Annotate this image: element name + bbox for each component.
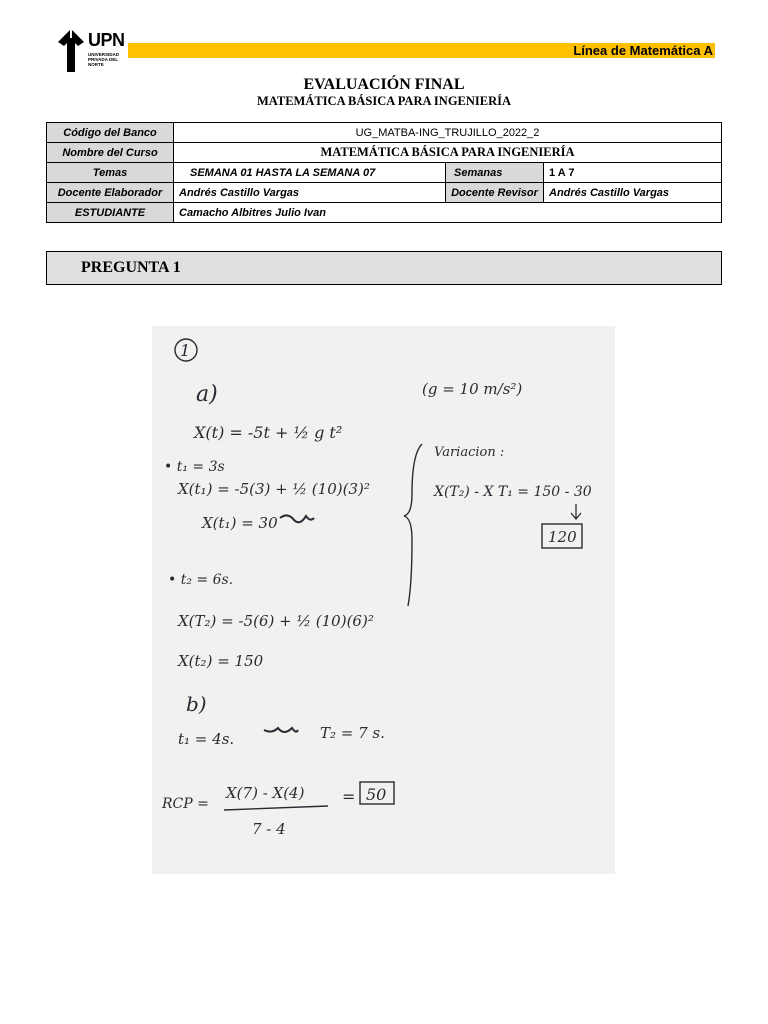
document-title: EVALUACIÓN FINAL [303, 76, 465, 93]
semanas-value: 1 A 7 [544, 163, 722, 183]
hw-x-t2-eq: X(T₂) = -5(6) + ½ (10)(6)² [178, 612, 374, 630]
hw-x-t2-val: X(t₂) = 150 [178, 652, 264, 670]
hw-number: 1 [180, 341, 191, 360]
estudiante-value: Camacho Albitres Julio Ivan [174, 203, 722, 223]
curso-value: MATEMÁTICA BÁSICA PARA INGENIERÍA [174, 143, 722, 163]
logo-subtitle: UNIVERSIDAD PRIVADA DEL NORTE [88, 52, 120, 67]
temas-label: Temas [47, 163, 174, 183]
scribble-mark [264, 728, 298, 732]
hw-variation-eq: X(T₂) - X T₁ = 150 - 30 [434, 484, 592, 500]
hw-variation-label: Variacion : [434, 445, 505, 460]
line-label: Línea de Matemática A [573, 43, 713, 58]
docente-label: Docente Elaborador [47, 183, 174, 203]
hw-part-a: a) [196, 382, 218, 407]
codigo-label: Código del Banco [47, 123, 174, 143]
document-subtitle: MATEMÁTICA BÁSICA PARA INGENIERÍA [256, 94, 512, 108]
hw-t1: • t₁ = 3s [164, 459, 225, 475]
brace-mark [404, 444, 422, 606]
docente-value: Andrés Castillo Vargas [174, 183, 446, 203]
fraction-line [224, 806, 328, 810]
hw-eq-main: X(t) = -5t + ½ g t² [194, 423, 343, 442]
hw-rcp-label: RCP = [162, 796, 209, 812]
arrow-down-icon [571, 504, 581, 519]
hw-x-t1-val: X(t₁) = 30 [202, 514, 278, 532]
scribble-mark [280, 515, 314, 522]
table-row [47, 143, 722, 163]
semanas-label: Semanas [446, 163, 544, 183]
exam-info-table [46, 122, 722, 223]
hw-part-b: b) [186, 692, 207, 716]
hw-gravity: (g = 10 m/s²) [422, 380, 523, 398]
estudiante-label: ESTUDIANTE [47, 203, 174, 223]
handwritten-solution-photo [152, 326, 615, 874]
codigo-value: UG_MATBA-ING_TRUJILLO_2022_2 [174, 123, 722, 143]
table-row [47, 163, 722, 183]
revisor-value: Andrés Castillo Vargas [544, 183, 722, 203]
curso-label: Nombre del Curso [47, 143, 174, 163]
hw-rcp-result: 50 [366, 785, 387, 804]
revisor-label: Docente Revisor [446, 183, 544, 203]
question-header [46, 251, 722, 285]
temas-value: SEMANA 01 HASTA LA SEMANA 07 [174, 163, 446, 183]
question-label: PREGUNTA 1 [81, 259, 181, 276]
hw-t2: • t₂ = 6s. [168, 572, 234, 588]
header-bar [128, 43, 715, 58]
hw-rcp-equals: = [342, 787, 356, 806]
hw-variation-result: 120 [548, 528, 577, 546]
upn-torch-icon [56, 28, 86, 74]
hw-b-t2: T₂ = 7 s. [320, 724, 385, 742]
hw-rcp-num: X(7) - X(4) [226, 784, 305, 802]
table-row [47, 203, 722, 223]
table-row [47, 183, 722, 203]
hw-rcp-den: 7 - 4 [252, 820, 286, 838]
hw-b-t1: t₁ = 4s. [178, 730, 235, 748]
table-row [47, 123, 722, 143]
hw-x-t1-eq: X(t₁) = -5(3) + ½ (10)(3)² [178, 480, 370, 498]
logo-text: UPN [88, 30, 125, 50]
handwriting-canvas [152, 326, 615, 874]
